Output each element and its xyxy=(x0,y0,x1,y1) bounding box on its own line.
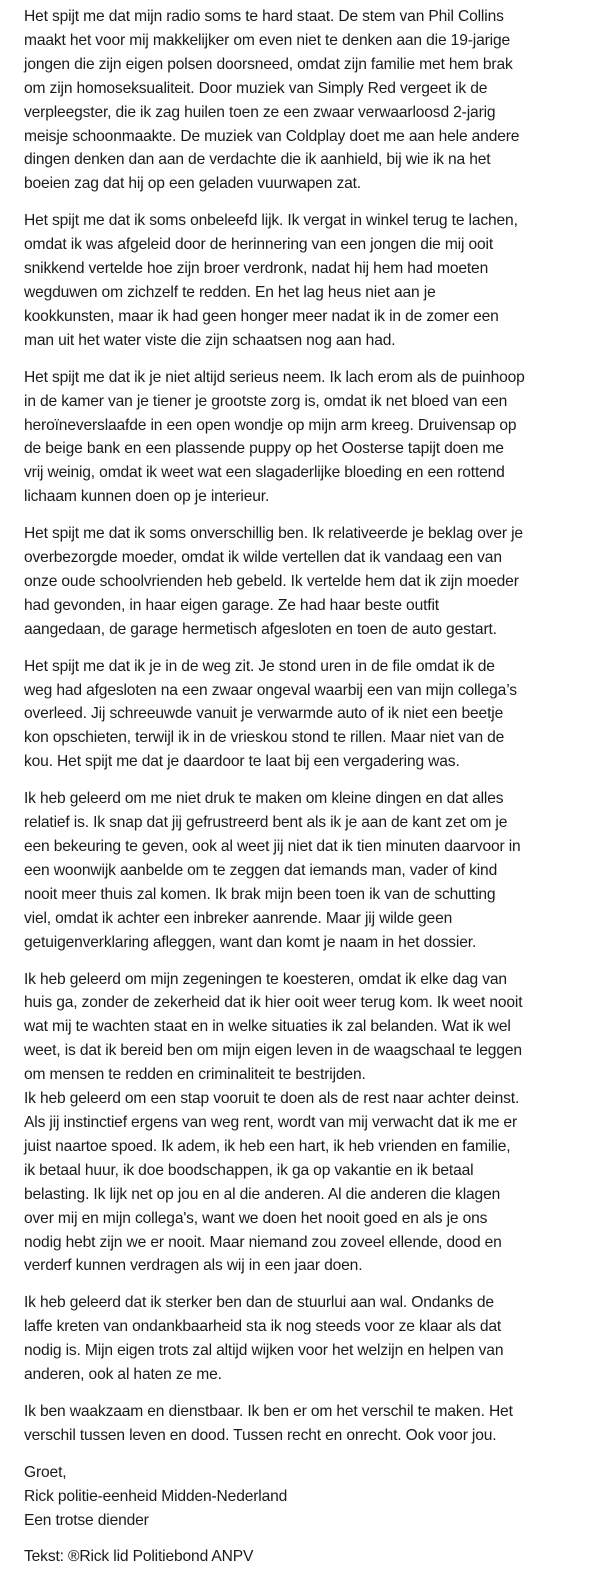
text-line: jongen die zijn eigen polsen doorsneed, omdat zijn familie met hem brak xyxy=(24,55,513,73)
text-line: nodig is. Mijn eigen trots zal altijd wijken voor het welzijn en helpen van xyxy=(24,1342,504,1360)
letter-body xyxy=(24,5,594,1448)
text-line: getuigenverklaring afleggen, want dan komt je naam in het dossier. xyxy=(24,933,477,951)
text-line: ik betaal huur, ik doe boodschappen, ik ga op vakantie en ik betaal xyxy=(24,1161,474,1179)
text-line: Ik heb geleerd dat ik sterker ben dan de stuurlui aan wal. Ondanks de xyxy=(24,1294,494,1312)
text-line: Ik heb geleerd om mijn zegeningen te koesteren, omdat ik elke dag van xyxy=(24,970,507,988)
text-line: Ik ben waakzaam en dienstbaar. Ik ben er om het verschil te maken. Het xyxy=(24,1402,513,1420)
text-line: onze oude schoolvrienden heb gebeld. Ik vertelde hem dat ik zijn moeder xyxy=(24,572,519,590)
text-line: Het spijt me dat ik je in de weg zit. Je stond uren in de file omdat ik de xyxy=(24,657,495,675)
text-line: lichaam kunnen doen op je interieur. xyxy=(24,488,270,506)
text-line: weet, is dat ik bereid ben om mijn eigen leven in de waagschaal te leggen xyxy=(24,1042,522,1060)
text-line: de beige bank en een plassende puppy op het Oosterse tapijt doen me xyxy=(24,440,504,458)
text-line: boeien zag dat hij op een geladen vuurwapen zat. xyxy=(24,175,361,193)
text-line: laffe kreten van ondankbaarheid sta ik nog steeds voor ze klaar als dat xyxy=(24,1318,502,1336)
text-line: Het spijt me dat ik soms onbeleefd lijk. Ik vergat in winkel terug te lachen, xyxy=(24,212,518,230)
text-line: een woonwijk aanbelde om te zeggen dat iemands man, vader of kind xyxy=(24,861,498,879)
signature-greeting: Groet, xyxy=(24,1463,67,1481)
signature-name: Rick politie-eenheid Midden-Nederland xyxy=(24,1487,288,1505)
text-line: vrij weinig, omdat ik weet wat een slagaderlijke bloeding en een rottend xyxy=(24,464,505,482)
text-line: wegduwen om zichzelf te redden. En het lag heus niet aan je xyxy=(24,283,436,301)
text-line: snikkend vertelde hoe zijn broer verdronk, nadat hij hem had moeten xyxy=(24,260,489,278)
text-line: anderen, ook al haten ze me. xyxy=(24,1366,222,1384)
text-line: overleed. Jij schreeuwde vanuit je verwarmde auto of ik niet een beetje xyxy=(24,705,504,723)
text-line: Ik heb geleerd om een stap vooruit te doen als de rest naar achter deinst. xyxy=(24,1090,520,1108)
paragraph xyxy=(24,5,594,196)
text-line: om mensen te redden en criminaliteit te bestrijden. xyxy=(24,1066,366,1084)
paragraph xyxy=(24,1291,594,1387)
text-line: huis ga, zonder de zekerheid dat ik hier ooit weer terug kom. Ik weet nooit xyxy=(24,994,523,1012)
paragraph xyxy=(24,522,594,642)
text-line: om zijn homoseksualiteit. Door muziek van Simply Red vergeet ik de xyxy=(24,79,488,97)
paragraph xyxy=(24,209,594,352)
text-line: nooit meer thuis zal komen. Ik brak mijn been toen ik van de schutting xyxy=(24,885,496,903)
paragraph xyxy=(24,968,594,1088)
text-line: kon opschieten, terwijl ik in de vrieskou stond te rillen. Maar niet van de xyxy=(24,729,505,747)
paragraph xyxy=(24,366,594,509)
text-line: meisje schoonmaakte. De muziek van Coldplay doet me aan hele andere xyxy=(24,127,520,145)
text-line: viel, omdat ik achter een inbreker aanrende. Maar jij wilde geen xyxy=(24,909,453,927)
text-line: Ik heb geleerd om me niet druk te maken om kleine dingen en dat alles xyxy=(24,790,504,808)
text-line: maakt het voor mij makkelijker om even niet te denken aan die 19-jarige xyxy=(24,31,511,49)
text-line: verpleegster, die ik zag huilen toen ze een zwaar verwaarloosd 2-jarig xyxy=(24,103,496,121)
text-line: Het spijt me dat mijn radio soms te hard staat. De stem van Phil Collins xyxy=(24,8,504,25)
text-line: Het spijt me dat ik je niet altijd serieus neem. Ik lach erom als de puinhoop xyxy=(24,368,525,386)
signature-block xyxy=(24,1461,594,1533)
letter-document xyxy=(24,5,594,1569)
text-line: nodig hebt zijn we er nooit. Maar niemand zou zoveel ellende, dood en xyxy=(24,1233,502,1251)
text-line: over mij en mijn collega's, want we doen het nooit goed en als je ons xyxy=(24,1209,488,1227)
text-line: Als jij instinctief ergens van weg rent, wordt van mij verwacht dat ik me er xyxy=(24,1113,517,1131)
text-line: kookkunsten, maar ik had geen honger meer nadat ik in de zomer een xyxy=(24,307,499,325)
text-line: wat mij te wachten staat en in welke situaties ik zal belanden. Wat ik wel xyxy=(24,1018,511,1036)
text-line: een bekeuring te geven, ook al weet jij niet dat ik tien minuten daarvoor in xyxy=(24,838,521,855)
text-line: verschil tussen leven en dood. Tussen recht en onrecht. Ook voor jou. xyxy=(24,1426,497,1444)
text-line: belasting. Ik lijk net op jou en al die anderen. Al die anderen die klagen xyxy=(24,1185,501,1203)
text-line: aangedaan, de garage hermetisch afgesloten en toen de auto gestart. xyxy=(24,620,497,638)
paragraph xyxy=(24,1087,594,1278)
text-line: kou. Het spijt me dat je daardoor te laat bij een vergadering was. xyxy=(24,753,460,771)
text-line: man uit het water viste die zijn schaatsen nog aan had. xyxy=(24,331,396,349)
text-line: had gevonden, in haar eigen garage. Ze had haar beste outfit xyxy=(24,596,439,614)
text-line: in de kamer van je tiener je grootste zorg is, omdat ik net bloed van een xyxy=(24,392,508,410)
text-credit: Tekst: ®Rick lid Politiebond ANPV xyxy=(24,1548,254,1566)
paragraph xyxy=(24,787,594,954)
text-line: juist naartoe spoed. Ik adem, ik heb een hart, ik heb vrienden en familie, xyxy=(24,1137,511,1155)
text-line: heroïneverslaafde in een open wondje op mijn arm kreeg. Druivensap op xyxy=(24,416,517,434)
text-line: Het spijt me dat ik soms onverschillig ben. Ik relativeerde je beklag over je xyxy=(24,525,523,543)
signature-closing: Een trotse diender xyxy=(24,1511,149,1529)
text-line: overbezorgde moeder, omdat ik wilde vertellen dat ik vandaag een van xyxy=(24,549,502,567)
text-line: weg had afgesloten na een zwaar ongeval waarbij een van mijn collega’s xyxy=(24,681,517,699)
paragraph xyxy=(24,1400,594,1448)
text-line: verderf kunnen verdragen als wij in een jaar doen. xyxy=(24,1257,363,1275)
text-line: relatief is. Ik snap dat jij gefrustreerd bent als ik je aan de kant zet om je xyxy=(24,814,508,832)
text-line: omdat ik was afgeleid door de herinnering van een jongen die mij ooit xyxy=(24,236,494,254)
text-line: dingen denken dan aan de verdachte die ik aanhield, bij wie ik na het xyxy=(24,151,491,169)
paragraph xyxy=(24,655,594,775)
